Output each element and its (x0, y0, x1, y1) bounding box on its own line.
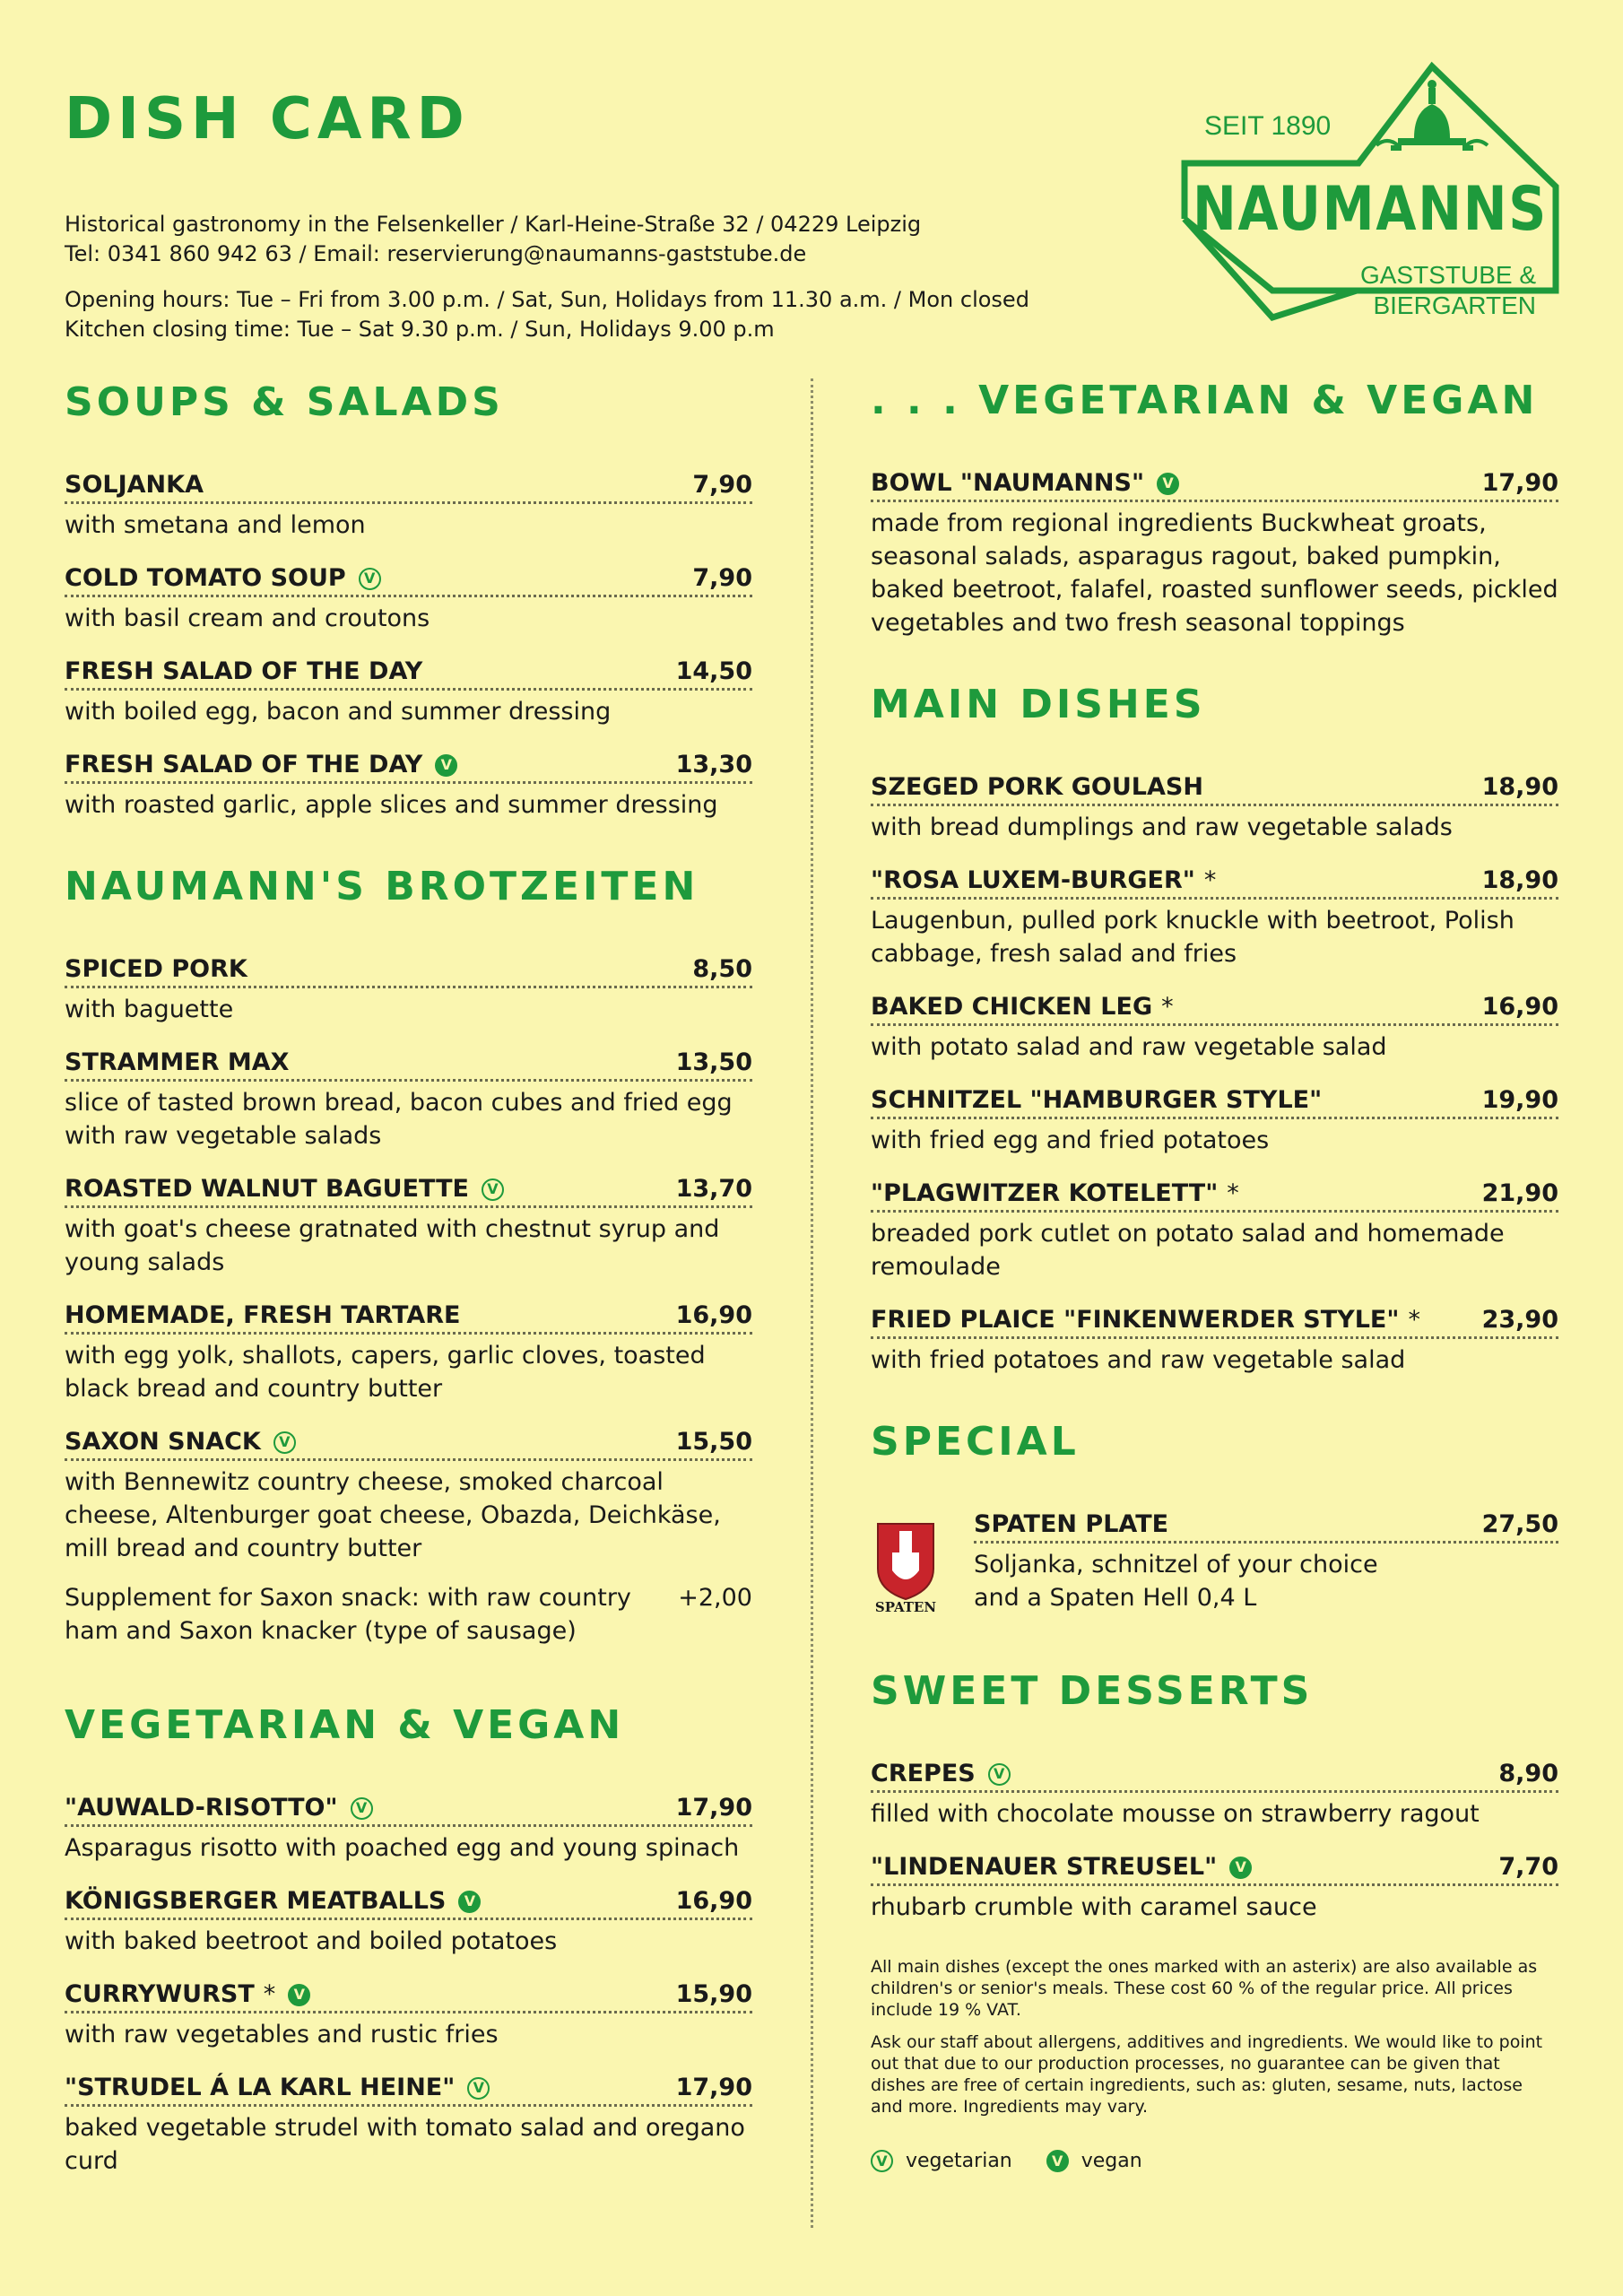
vegetarian-icon: V (871, 2150, 893, 2172)
vegan-icon: V (288, 1984, 310, 2006)
menu-item (871, 1757, 1558, 1831)
item-name: SCHNITZEL "HAMBURGER STYLE" (871, 1086, 1323, 1114)
asterisk-mark: * (1227, 1179, 1239, 1207)
item-name: COLD TOMATO SOUP (65, 564, 346, 592)
section-main-dishes (871, 679, 1558, 1377)
supplement-price: +2,00 (678, 1584, 752, 1612)
hours-block (65, 285, 1141, 344)
vegan-icon: V (1157, 473, 1179, 495)
left-column (65, 377, 752, 2217)
asterisk-mark: * (263, 1980, 276, 2008)
vegan-icon: V (458, 1891, 481, 1913)
item-name: SPATEN PLATE (974, 1510, 1169, 1538)
item-name: FRIED PLAICE "FINKENWERDER STYLE" (871, 1306, 1400, 1334)
legend-vegan-label: vegan (1081, 2150, 1142, 2172)
section-title: . . . VEGETARIAN & VEGAN (871, 378, 1539, 423)
menu-item (65, 1791, 752, 1865)
item-description: with boiled egg, bacon and summer dressing (65, 698, 612, 726)
item-price: 27,50 (1481, 1510, 1558, 1538)
kitchen-hours: Kitchen closing time: Tue – Sat 9.30 p.m. / Sun, Holidays 9.00 p.m (65, 317, 775, 342)
menu-item (65, 1978, 752, 2051)
menu-item (871, 1303, 1558, 1377)
item-price: 16,90 (675, 1887, 752, 1915)
supplement (65, 1581, 752, 1648)
opening-hours: Opening hours: Tue – Fri from 3.00 p.m. / Sat, Sun, Holidays from 11.30 a.m. / Mon closed (65, 287, 1029, 312)
address-block (65, 210, 1141, 269)
item-description: with basil cream and croutons (65, 604, 430, 632)
menu-item (871, 990, 1558, 1064)
item-name: ROASTED WALNUT BAGUETTE (65, 1175, 469, 1203)
item-price: 7,70 (1498, 1853, 1558, 1881)
spaten-logo (871, 1517, 941, 1615)
item-name: BAKED CHICKEN LEG (871, 993, 1153, 1021)
section-title: VEGETARIAN & VEGAN (65, 1702, 625, 1748)
item-description: with fried potatoes and raw vegetable salad (871, 1346, 1406, 1374)
item-price: 15,50 (675, 1428, 752, 1456)
item-name: SZEGED PORK GOULASH (871, 773, 1203, 801)
section-title: SOUPS & SALADS (65, 379, 504, 425)
vegetarian-icon: V (359, 568, 381, 590)
item-price: 23,90 (1481, 1306, 1558, 1334)
supplement-text: Supplement for Saxon snack: with raw country ham and Saxon knacker (type of sausage) (65, 1584, 631, 1645)
item-name: STRAMMER MAX (65, 1048, 290, 1076)
item-description: Laugenbun, pulled pork knuckle with beetroot, Polish cabbage, fresh salad and fries (871, 907, 1515, 968)
logo-since: SEIT 1890 (1204, 111, 1332, 141)
item-description: made from regional ingredients Buckwheat groats, seasonal salads, asparagus ragout, baked pumpkin, baked beetroot, falafel, roasted sunflower seeds, pickled vegetables and two fresh seasonal toppings (871, 509, 1558, 637)
vegetarian-icon: V (988, 1763, 1011, 1786)
item-name: "ROSA LUXEM-BURGER" (871, 866, 1195, 894)
item-name: BOWL "NAUMANNS" (871, 469, 1145, 497)
header (65, 86, 1141, 344)
legend-vegetarian-label: vegetarian (906, 2150, 1012, 2172)
item-price: 15,90 (675, 1980, 752, 2008)
menu-item (65, 561, 752, 635)
item-name: SPICED PORK (65, 955, 247, 983)
menu-item (871, 864, 1558, 970)
item-name: FRESH SALAD OF THE DAY (65, 751, 423, 778)
logo-name: NAUMANNS (1193, 174, 1548, 245)
item-description: breaded pork cutlet on potato salad and homemade remoulade (871, 1220, 1505, 1281)
naumanns-logo (1179, 59, 1560, 328)
menu-item (65, 748, 752, 822)
vegan-icon: V (1229, 1857, 1252, 1879)
item-description: with baguette (65, 996, 234, 1023)
item-name: "LINDENAUER STREUSEL" (871, 1853, 1218, 1881)
item-description: with egg yolk, shallots, capers, garlic cloves, toasted black bread and country butter (65, 1342, 706, 1403)
section-brotzeiten (65, 861, 752, 1648)
item-price: 13,70 (675, 1175, 752, 1203)
asterisk-mark: * (1161, 993, 1174, 1021)
page-title: DISH CARD (65, 86, 470, 152)
menu-item (65, 1172, 752, 1279)
item-description: with Bennewitz country cheese, smoked charcoal cheese, Altenburger goat cheese, Obazda, Deichkäse, mill bread and country butter (65, 1468, 721, 1562)
menu-item (65, 952, 752, 1026)
item-price: 18,90 (1481, 773, 1558, 801)
item-description: with baked beetroot and boiled potatoes (65, 1927, 558, 1955)
item-description: with roasted garlic, apple slices and summer dressing (65, 791, 718, 819)
menu-item (65, 655, 752, 728)
item-price: 16,90 (675, 1301, 752, 1329)
logo-line1: GASTSTUBE & (1359, 261, 1536, 289)
item-name: FRESH SALAD OF THE DAY (65, 657, 423, 685)
item-price: 8,90 (1498, 1760, 1558, 1787)
item-price: 7,90 (692, 564, 752, 592)
item-name: SOLJANKA (65, 471, 204, 499)
legend-vegan (1046, 2150, 1142, 2172)
item-name: KÖNIGSBERGER MEATBALLS (65, 1887, 447, 1915)
special-item (871, 1508, 1558, 1615)
section-title: SPECIAL (871, 1419, 1080, 1465)
menu-item (871, 466, 1558, 639)
vegan-icon: V (1046, 2150, 1069, 2172)
item-description: with potato salad and raw vegetable salad (871, 1033, 1387, 1061)
item-name: "STRUDEL Á LA KARL HEINE" (65, 2074, 456, 2101)
item-description: with bread dumplings and raw vegetable salads (871, 813, 1453, 841)
menu-item (871, 770, 1558, 844)
asterisk-mark: * (1408, 1306, 1420, 1334)
item-description: Asparagus risotto with poached egg and young spinach (65, 1834, 740, 1862)
item-price: 19,90 (1481, 1086, 1558, 1114)
vegan-icon: V (435, 754, 457, 777)
logo-line2: BIERGARTEN (1373, 291, 1536, 319)
legend (871, 2150, 1558, 2172)
column-divider (811, 378, 813, 2228)
item-description: with raw vegetables and rustic fries (65, 2021, 499, 2048)
asterisk-mark: * (1203, 866, 1217, 894)
item-description: baked vegetable strudel with tomato salad and oregano curd (65, 2114, 745, 2175)
item-name: "AUWALD-RISOTTO" (65, 1794, 338, 1822)
item-price: 14,50 (675, 657, 752, 685)
item-description: with fried egg and fried potatoes (871, 1126, 1270, 1154)
vegetarian-icon: V (482, 1178, 504, 1201)
section-desserts (871, 1665, 1558, 2172)
item-name: SAXON SNACK (65, 1428, 261, 1456)
footnotes (871, 1956, 1558, 2118)
right-column (871, 375, 1558, 2212)
item-price: 13,30 (675, 751, 752, 778)
menu-item (65, 1425, 752, 1565)
section-vegetarian (65, 1700, 752, 2178)
item-description: with goat's cheese gratnated with chestnut syrup and young salads (65, 1215, 720, 1276)
menu-item (871, 1850, 1558, 1924)
vegetarian-icon: V (351, 1797, 373, 1820)
item-price: 7,90 (692, 471, 752, 499)
section-special (871, 1416, 1558, 1615)
vegetarian-icon: V (273, 1431, 296, 1454)
item-description: with smetana and lemon (65, 511, 366, 539)
address-line: Historical gastronomy in the Felsenkeller / Karl-Heine-Straße 32 / 04229 Leipzig (65, 212, 922, 237)
contact-line: Tel: 0341 860 942 63 / Email: reservierung@naumanns-gaststube.de (65, 241, 807, 266)
item-price: 17,90 (675, 1794, 752, 1822)
item-name: CURRYWURST (65, 1980, 255, 2008)
item-description: rhubarb crumble with caramel sauce (871, 1893, 1317, 1921)
menu-item (65, 1884, 752, 1958)
item-description: Soljanka, schnitzel of your choice and a Spaten Hell 0,4 L (974, 1551, 1378, 1612)
item-price: 17,90 (675, 2074, 752, 2101)
item-price: 18,90 (1481, 866, 1558, 894)
vegetarian-icon: V (467, 2077, 490, 2100)
item-name: "PLAGWITZER KOTELETT" (871, 1179, 1219, 1207)
menu-item (65, 2071, 752, 2178)
footnote-allergens: Ask our staff about allergens, additives and ingredients. We would like to point out that due to our production processes, no guarantee can be given that dishes are free of certain ingredients, such as: gluten, sesame, nuts, lactose and more. Ingredients may vary. (871, 2032, 1543, 2117)
legend-vegetarian (871, 2150, 1012, 2172)
item-price: 16,90 (1481, 993, 1558, 1021)
item-price: 17,90 (1481, 469, 1558, 497)
item-description: slice of tasted brown bread, bacon cubes and fried egg with raw vegetable salads (65, 1089, 733, 1150)
menu-item (65, 1299, 752, 1405)
section-title: SWEET DESSERTS (871, 1668, 1314, 1714)
section-soups (65, 377, 752, 822)
item-price: 21,90 (1481, 1179, 1558, 1207)
menu-item (871, 1083, 1558, 1157)
section-title: NAUMANN'S BROTZEITEN (65, 864, 699, 909)
spaten-logo-text: SPATEN (874, 1599, 937, 1615)
item-name: HOMEMADE, FRESH TARTARE (65, 1301, 461, 1329)
menu-item (65, 468, 752, 542)
item-price: 8,50 (692, 955, 752, 983)
menu-item (871, 1177, 1558, 1283)
section-title: MAIN DISHES (871, 682, 1206, 727)
item-description: filled with chocolate mousse on strawberry ragout (871, 1800, 1480, 1828)
menu-item (65, 1046, 752, 1152)
item-name: CREPES (871, 1760, 976, 1787)
section-vegetarian-continued (871, 375, 1558, 639)
footnote-children-meals: All main dishes (except the ones marked with an asterix) are also available as children's or senior's meals. These cost 60 % of the regular price. All prices include 19 % VAT. (871, 1957, 1538, 2020)
item-price: 13,50 (675, 1048, 752, 1076)
